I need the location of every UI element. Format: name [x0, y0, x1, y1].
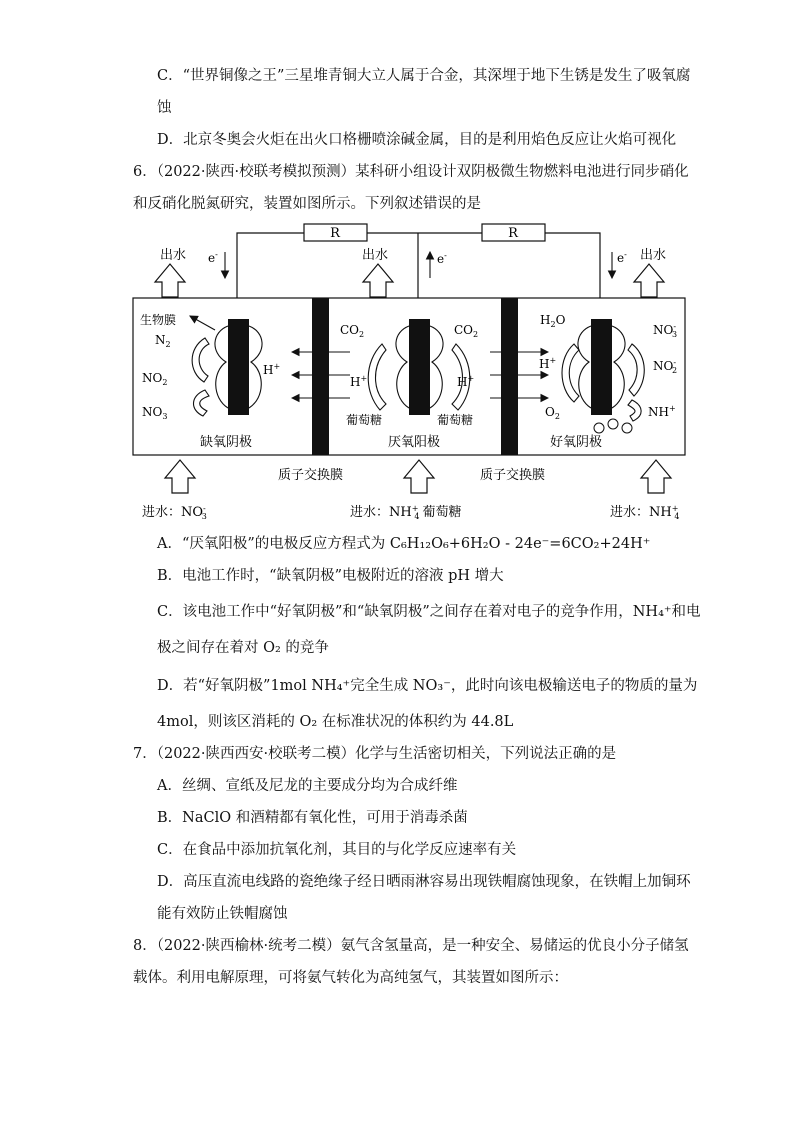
electrode-anaerobic-anode [409, 319, 430, 415]
electron-label-left: e- [208, 250, 218, 265]
resistor-left-label: R [330, 226, 340, 241]
outlet-left-label: 出水 [160, 248, 187, 263]
n2-label: $N_2$ [155, 333, 171, 349]
nh4-right-label: NH+ [648, 404, 676, 419]
membrane-label-right: 质子交换膜 [480, 468, 546, 483]
no3-right-label: NO-3 [653, 322, 678, 339]
inlet-left-label: 进水：NO-3 [142, 504, 207, 521]
q6-option-b: B．电池工作时，“缺氧阴极”电极附近的溶液 pH 增大 [157, 568, 504, 584]
q6-stem-line1: 6．（2022·陕西·校联考模拟预测）某科研小组设计双阴极微生物燃料电池进行同步硝化 [133, 164, 689, 180]
inlet-mid-label: 进水：NH+ 4 葡萄糖 [350, 504, 462, 521]
membrane-left [312, 298, 329, 455]
glucose-mid-left-label: 葡萄糖 [346, 413, 383, 427]
outlet-mid-label: 出水 [362, 248, 389, 263]
outlet-arrow-mid [363, 264, 393, 297]
inlet-arrow-mid [404, 460, 434, 493]
hplus-right-label: H+ [539, 356, 557, 371]
q6-option-d-line1: D．若“好氧阴极”1mol NH₄⁺完全生成 NO₃⁻，此时向该电极输送电子的物质的量为 [157, 678, 698, 694]
electron-label-mid: e- [437, 251, 447, 266]
hplus-left-label: H+ [263, 362, 281, 377]
q6-option-a: A．“厌氧阳极”的电极反应方程式为 C₆H₁₂O₆+6H₂O - 24e⁻=6CO₂+24H⁺ [157, 536, 651, 552]
no2-right-label: NO-2 [653, 358, 678, 375]
inlet-right-label: 进水：NH+ 4 [610, 504, 680, 521]
inlet-arrow-left [165, 460, 195, 493]
q5-option-d: D．北京冬奥会火炬在出火口格栅喷涂碱金属，目的是利用焰色反应让火焰可视化 [157, 132, 677, 148]
outlet-arrow-left [155, 264, 185, 297]
no3-left-label: $NO_3$ [142, 405, 168, 421]
q6-option-c-line2: 极之间存在着对 O₂ 的竞争 [157, 640, 329, 656]
outlet-arrow-right [634, 264, 664, 297]
q7-option-c: C．在食品中添加抗氧化剂，其目的与化学反应速率有关 [157, 842, 517, 858]
resistor-right-label: R [508, 226, 518, 241]
q8-stem-line2: 载体。利用电解原理，可将氨气转化为高纯氢气，其装置如图所示： [133, 970, 568, 986]
anoxic-cathode-label: 缺氧阴极 [200, 435, 253, 450]
electrode-aerobic-cathode [591, 319, 612, 415]
glucose-mid-right-label: 葡萄糖 [437, 413, 474, 427]
aerobic-cathode-label: 好氧阴极 [550, 435, 603, 450]
q7-option-b: B．NaClO 和酒精都有氧化性，可用于消毒杀菌 [157, 810, 468, 826]
co2-mid-left-label: $CO_2$ [340, 323, 365, 339]
inlet-arrow-right [641, 460, 671, 493]
q6-stem-line2: 和反硝化脱氮研究，装置如图所示。下列叙述错误的是 [133, 196, 481, 212]
q6-option-d-line2: 4mol，则该区消耗的 O₂ 在标准状况的体积约为 44.8L [157, 714, 514, 730]
membrane-label-left: 质子交换膜 [278, 468, 344, 483]
q8-stem-line1: 8．（2022·陕西榆林·统考二模）氨气含氢量高，是一种安全、易储运的优良小分子储氢 [133, 938, 689, 954]
q5-option-c-line2: 蚀 [157, 100, 172, 116]
q5-option-c-line1: C．“世界铜像之王”三星堆青铜大立人属于合金，其深埋于地下生锈是发生了吸氧腐 [157, 68, 691, 84]
outlet-right-label: 出水 [640, 248, 667, 263]
electrode-anoxic-cathode [228, 319, 249, 415]
co2-mid-right-label: $CO_2$ [454, 323, 479, 339]
q6-option-c-line1: C．该电池工作中“好氧阴极”和“缺氧阴极”之间存在着对电子的竞争作用，NH₄⁺和电 [157, 604, 701, 620]
q7-option-d-line1: D．高压直流电线路的瓷绝缘子经日晒雨淋容易出现铁帽腐蚀现象，在铁帽上加铜环 [157, 874, 691, 890]
h2o-label: $H_2O$ [540, 313, 566, 329]
q7-option-d-line2: 能有效防止铁帽腐蚀 [157, 906, 288, 922]
q7-option-a: A．丝绸、宣纸及尼龙的主要成分均为合成纤维 [157, 778, 458, 794]
o2-label: $O_2$ [545, 405, 560, 421]
no2-left-label: $NO_2$ [142, 371, 168, 387]
membrane-right [501, 298, 518, 455]
electron-label-right: e- [617, 250, 627, 265]
anaerobic-anode-label: 厌氧阳极 [388, 435, 441, 450]
hplus-mid-left-label: H+ [350, 374, 368, 389]
biofilm-label: 生物膜 [140, 313, 177, 327]
q7-stem: 7．（2022·陕西西安·校联考二模）化学与生活密切相关，下列说法正确的是 [133, 746, 617, 762]
hplus-mid-right-label: H+ [457, 374, 475, 389]
